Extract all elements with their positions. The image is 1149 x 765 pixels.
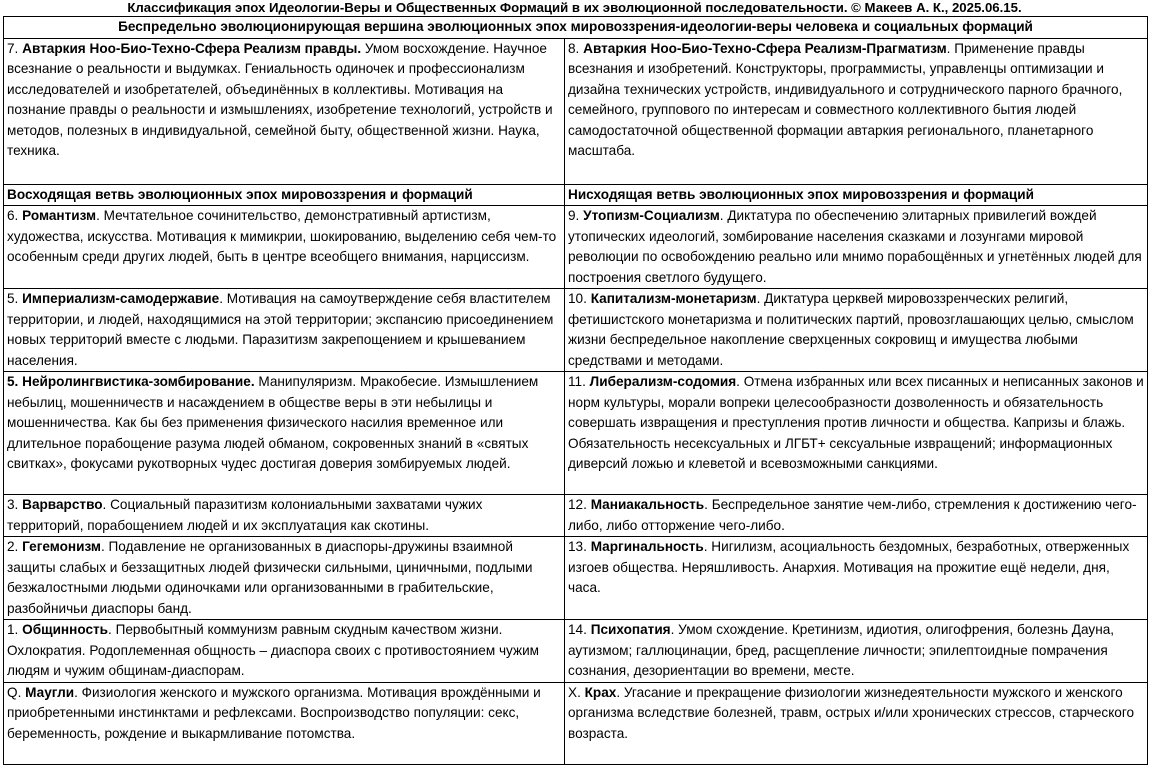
epoch-number: 11. [568,374,590,389]
cell-left [4,289,565,372]
cell-left [4,495,565,537]
table-row [4,206,1148,289]
epoch-number: 9. [568,208,584,223]
table-row [4,495,1148,537]
epoch-title: Маниакальность [590,497,705,512]
epoch-description: . Социальный паразитизм колониальными захватами чужих территорий, порабощением людей и их эксплуатация как скотины. [7,497,483,533]
cell-right [565,372,1148,495]
epoch-number: 5. [7,291,23,306]
cell-epoch-7 [4,38,565,184]
cell-epoch-8 [565,38,1148,184]
epoch-description: . Мечтательное сочинительство, демонстративный артистизм, художества, искусства. Мотивация к мимикрии, шокированию, выделению себя чем-то особенным среди других людей, быть в центре всеобщего внимания, нарциссизм. [7,208,557,264]
epoch-description: Манипуляризм. Мракобесие. Измышлением небылиц, мошенничеств и насаждением в обществе веры в эти небылицы и мошенничества. Как бы без применения физического насилия временное или длительное порабощение разума людей обманом, сокровенных знаний в «святых свитках», фокусами рукотворных чудес достигая доверия зомбируемых людей. [7,374,539,471]
epoch-number: Q. [7,684,26,700]
epoch-description: . Беспредельное занятие чем-либо, стремления к достижению чего-либо, либо отторжение чего-либо. [568,497,1137,533]
epoch-description: . Применение правды всезнания и изобретений. Конструкторы, программисты, управленцы оптимизации и дизайна технических устройств, индивидуального и сотруднического парного брачного, семейного, группового по интересам и совместного коллективного бытия людей самодостаточной общественной формации автаркия регионального, планетарного масштаба. [568,40,1123,158]
epoch-description: . Мотивация на самоутверждение себя властителем территории, и людей, находящимися на этой территории; экспансию присоединением новых территорий вместе с людьми. Паразитизм закрепощением и крышеванием населения. [7,291,554,368]
cell-right [565,682,1148,764]
table-header: Беспредельно эволюционирующая вершина эволюционных эпох мировоззрения-идеологии-веры человека и социальных формаций [4,17,1148,39]
epoch-description: . Угасание и прекращение физиологии жизнедеятельности мужского и женского организма вследствие болезней, травм, острых и/или хронических стрессов, старческого возраста. [568,684,1135,741]
epoch-number: X. [568,684,585,700]
epoch-number: 13. [568,539,591,554]
cell-left [4,537,565,620]
ascending-branch-label: Восходящая ветвь эволюционных эпох мировоззрения и формаций [4,184,565,206]
table-row [4,620,1148,683]
cell-right [565,206,1148,289]
cell-left [4,206,565,289]
epoch-title: Либерализм-содомия [589,374,737,389]
table-header-row [4,17,1148,39]
epoch-title: Маргинальность [590,539,704,554]
epoch-description: Умом восхождение. Научное всезнание о реальности и выдумках. Гениальность одиночек и профессионализм исследователей и изобретателей, объединённых в коллективы. Мотивация на познание правды о реальности и измышлениях, изобретение технологий, устройств и методов, полезных в индивидуальной, семейной быту, общественной жизни. Наука, техника. [7,40,553,158]
cell-left [4,372,565,495]
epoch-title: Империализм-самодержавие [22,291,220,306]
epoch-title: Капитализм-монетаризм [590,291,757,306]
descending-branch-label: Нисходящая ветвь эволюционных эпох мировоззрения и формаций [565,184,1148,206]
table-row [4,38,1148,184]
branch-row [4,184,1148,206]
cell-left [4,682,565,764]
epoch-title: Романтизм [22,208,97,223]
epoch-title: Автаркия Ноо-Био-Техно-Сфера Реализм правды. [22,40,362,56]
epoch-title: Варварство [22,497,103,512]
epoch-number: 5. [7,374,23,389]
epoch-description: . Подавление не организованных в диаспоры-дружины взаимной защиты слабых и беззащитных людей физически сильными, циничными, подлыми безжалостными людьми одиночками или организованными в грабительские, разбойничьи диаспоры банд. [7,539,533,616]
epoch-description: . Физиология женского и мужского организма. Мотивация врождёнными и приобретенными инстинктами и рефлексами. Воспроизводство популяции: секс, беременность, рождение и выкармливание потомства. [7,684,541,741]
epoch-number: 1. [7,622,23,637]
epoch-description: . Нигилизм, асоциальность бездомных, безработных, отверженных изгоев общества. Неряшливость. Анархия. Мотивация на прожитие ещё недели, дня, часа. [568,539,1130,595]
cell-right [565,620,1148,683]
epoch-title: Гегемонизм [22,539,101,554]
table-row [4,372,1148,495]
epoch-number: 14. [568,622,591,637]
cell-left [4,620,565,683]
epoch-title: Общинность [22,622,109,637]
cell-right [565,537,1148,620]
table-row [4,682,1148,764]
epoch-description: . Первобытный коммунизм равным скудным качеством жизни. Охлократия. Родоплеменная общность – диаспора своих с противостоянием чужим людям и чужим общинам-диаспорам. [7,622,540,678]
epoch-description: . Умом схождение. Кретинизм, идиотия, олигофрения, болезнь Дауна, аутизмом; галлюцинации, бред, расщепление личности; эпилептоидные помрачения сознания, дезориентации во времени, месте. [568,622,1115,678]
document-title: Классификация эпох Идеологии-Веры и Общественных Формаций в их эволюционной последовательности. © Макеев А. К., 2025.06.15. [127,0,1022,15]
epoch-title: Маугли [25,684,75,700]
epoch-number: 3. [7,497,23,512]
epoch-description: . Диктатура церквей мировоззренческих религий, фетишистского монетаризма и политических партий, провозглашающих целью, смыслом жизни беспредельное накопление сверхценных сокровищ и имущества любыми средствами и методами. [568,291,1134,368]
epoch-number: 8. [568,40,584,56]
epoch-number: 6. [7,208,23,223]
cell-right [565,289,1148,372]
epochs-table [3,16,1148,765]
epoch-description: . Диктатура по обеспечению элитарных привилегий вождей утопических идеологий, зомбирование населения сказками и лозунгами мировой революции по освобождению реально или мнимо порабощённых и угнетённых людей для построения светлого будущего. [568,208,1142,285]
epoch-description: . Отмена избранных или всех писанных и неписанных законов и норм культуры, морали вопреки целесообразности дозволенность и обязательность совершать извращения и преступления против личности и общества. Капризы и блажь. Обязательность несексуальных и ЛГБТ+ сексуальные извращений; информационных диверсий ложью и клеветой и всевозможными санкциями. [568,374,1144,471]
epoch-title: Автаркия Ноо-Био-Техно-Сфера Реализм-Прагматизм [583,40,947,56]
epoch-title: Утопизм-Социализм [583,208,720,223]
epoch-title: Крах [584,684,617,700]
table-row [4,289,1148,372]
epoch-number: 12. [568,497,591,512]
epoch-number: 2. [7,539,23,554]
epoch-title: Психопатия [590,622,671,637]
epoch-number: 10. [568,291,591,306]
epoch-title: Нейролингвистика-зомбирование. [22,374,255,389]
cell-right [565,495,1148,537]
table-row [4,537,1148,620]
epoch-number: 7. [7,40,23,56]
